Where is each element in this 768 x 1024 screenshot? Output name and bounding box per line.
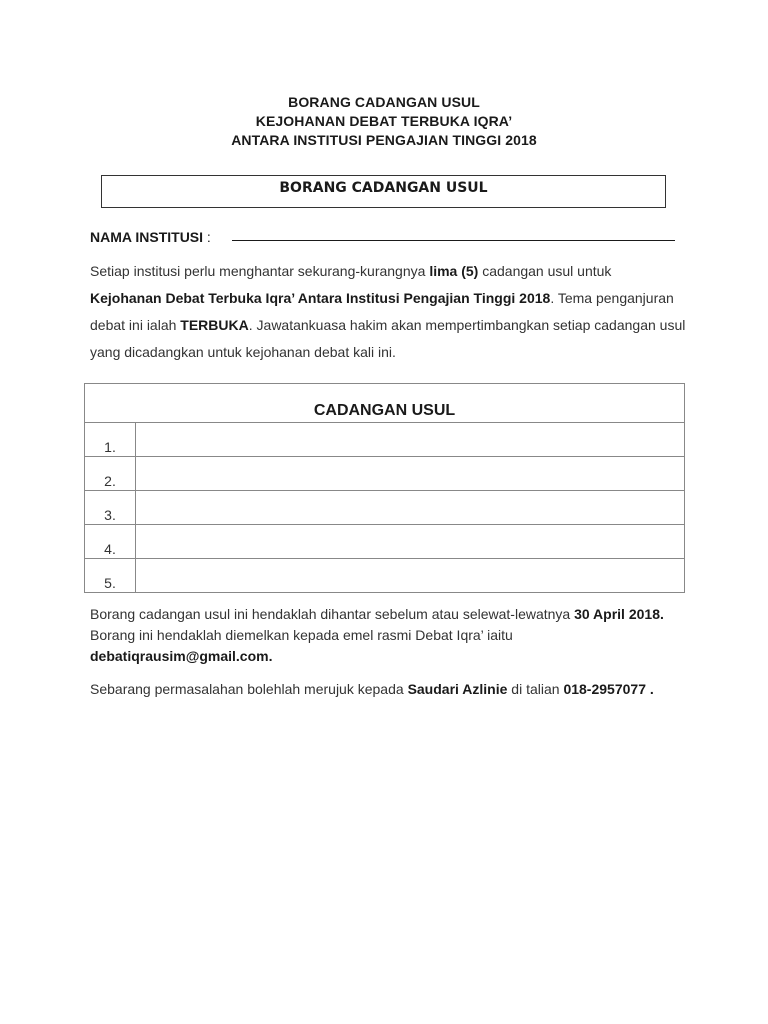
table-row [85, 423, 685, 457]
row-number: 4. [85, 525, 136, 559]
submission-deadline: 30 April 2018. [574, 606, 664, 622]
intro-text-3: . Tema penganjuran debat ini ialah [90, 290, 674, 333]
table-row [85, 525, 685, 559]
usul-entry-cell[interactable] [136, 423, 685, 457]
intro-bold-lima: lima (5) [429, 263, 479, 279]
nama-institusi-row [90, 229, 211, 245]
row-number: 1. [85, 423, 136, 457]
header-line-1: BORANG CADANGAN USUL [288, 94, 480, 110]
intro-bold-theme: TERBUKA [180, 317, 249, 333]
nama-institusi-colon: : [203, 229, 211, 245]
table-header-row [85, 384, 685, 423]
intro-bold-event-name: Kejohanan Debat Terbuka Iqra’ Antara Institusi Pengajian Tinggi 2018 [90, 290, 551, 306]
form-title-box: BORANG CADANGAN USUL [101, 175, 666, 208]
usul-entry-cell[interactable] [136, 525, 685, 559]
submission-text-2: Borang ini hendaklah diemelkan kepada emel rasmi Debat Iqra’ iaitu [90, 627, 513, 643]
intro-text-2: cadangan usul untuk [478, 263, 612, 279]
header-line-2: KEJOHANAN DEBAT TERBUKA IQRA’ [255, 113, 513, 129]
table-row [85, 491, 685, 525]
table-row [85, 457, 685, 491]
contact-person: Saudari Azlinie [407, 681, 508, 697]
contact-text-2: di talian [507, 681, 564, 697]
usul-entry-cell[interactable] [136, 491, 685, 525]
intro-text-1: Setiap institusi perlu menghantar sekurang-kurangnya [90, 263, 430, 279]
header-line-3: ANTARA INSTITUSI PENGAJIAN TINGGI 2018 [231, 132, 537, 148]
row-number: 2. [85, 457, 136, 491]
intro-text-4: . Jawatankuasa hakim akan mempertimbangkan setiap cadangan usul yang dicadangkan untuk kejohanan debat kali ini. [90, 317, 686, 360]
contact-phone: 018-2957077 . [563, 681, 654, 697]
row-number: 5. [85, 559, 136, 593]
submission-paragraph [90, 604, 690, 667]
contact-text-1: Sebarang permasalahan bolehlah merujuk kepada [90, 681, 408, 697]
nama-institusi-label: NAMA INSTITUSI [90, 229, 204, 245]
cadangan-usul-table [84, 383, 685, 593]
usul-entry-cell[interactable] [136, 457, 685, 491]
nama-institusi-field-line[interactable] [232, 240, 675, 241]
table-heading: CADANGAN USUL [85, 384, 685, 423]
row-number: 3. [85, 491, 136, 525]
intro-paragraph [90, 258, 690, 366]
submission-text-1: Borang cadangan usul ini hendaklah dihantar sebelum atau selewat-lewatnya [90, 606, 575, 622]
document-header [0, 93, 768, 150]
table-row [85, 559, 685, 593]
contact-paragraph [90, 679, 690, 700]
submission-email[interactable]: debatiqrausim@gmail.com. [90, 648, 273, 664]
usul-entry-cell[interactable] [136, 559, 685, 593]
